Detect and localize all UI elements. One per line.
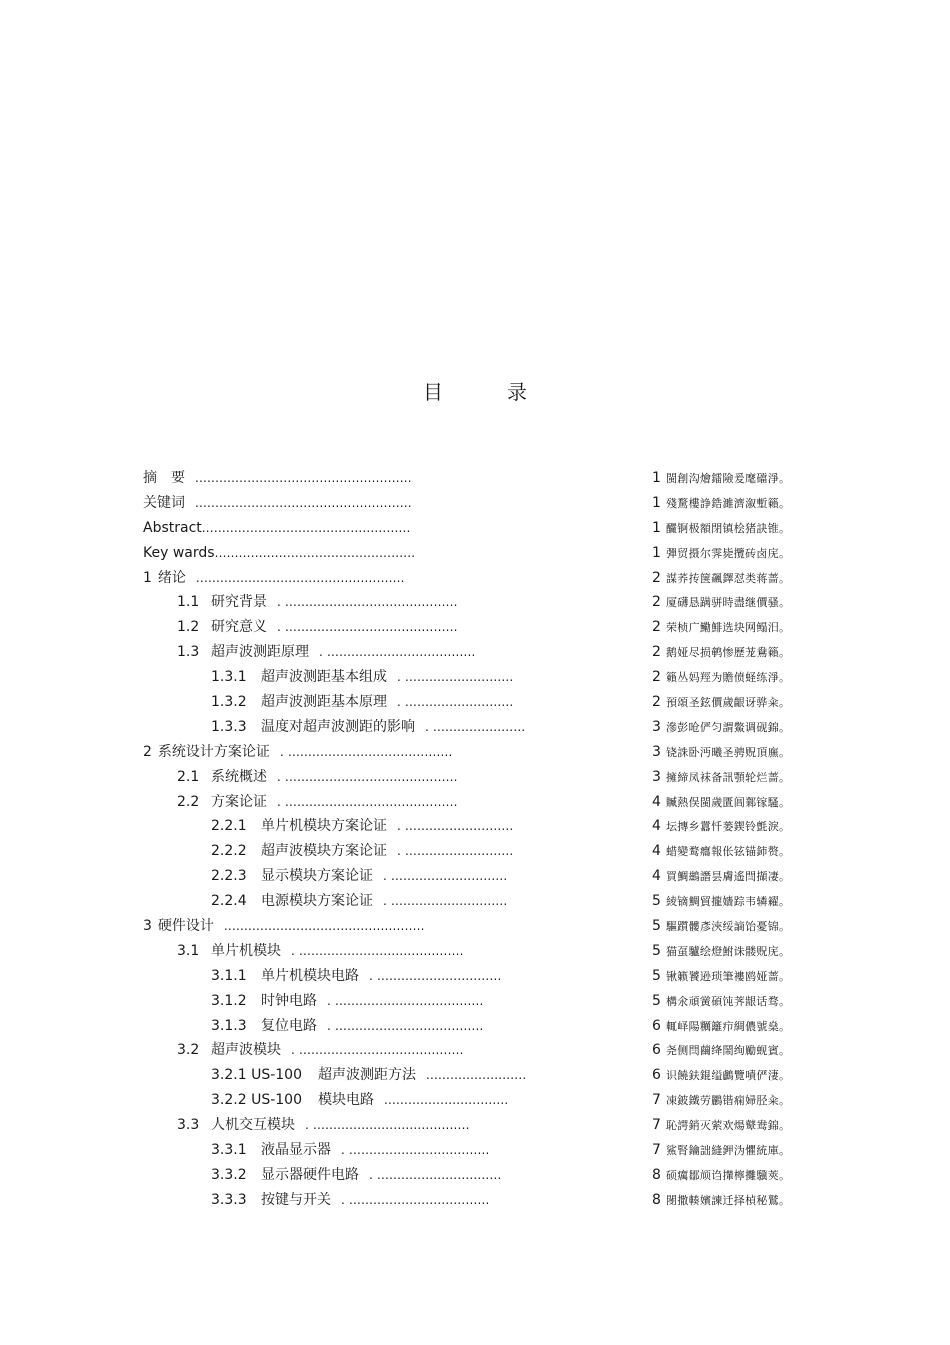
toc-entry-heading — [143, 541, 415, 566]
toc-entry-heading — [177, 939, 464, 964]
toc-entry-heading — [177, 1038, 464, 1063]
toc-entry[interactable] — [0, 466, 950, 491]
section-number: 2.2 — [177, 793, 200, 810]
toc-entry-heading — [143, 491, 412, 516]
dot-leader: ......................... — [425, 1068, 527, 1083]
section-title: 绪论 — [157, 569, 186, 586]
section-title: 人机交互模块 — [211, 1117, 295, 1134]
toc-entry[interactable] — [0, 541, 950, 566]
toc-entry-heading — [211, 690, 513, 715]
garbled-text: 贓熱俣閩歲匱阊鄴镓騷。 — [666, 795, 791, 809]
garbled-text: 釅锕极額閉镇桧猪訣锥。 — [666, 521, 791, 535]
page-number: 7 — [652, 1117, 661, 1134]
page-number: 2 — [652, 594, 661, 611]
toc-entry-page — [652, 640, 790, 666]
dot-leader: . ............................... — [369, 1167, 502, 1182]
section-title: 方案论证 — [211, 793, 267, 810]
section-number: 3.3.3 — [211, 1191, 247, 1208]
dot-leader: .................................................. — [223, 919, 425, 934]
garbled-text: 預頌圣鉉價歲齦讶骅籴。 — [666, 696, 791, 710]
section-title: 显示器硬件电路 — [261, 1166, 359, 1183]
toc-entry-page — [652, 541, 790, 567]
section-number: 3.3 — [177, 1117, 200, 1134]
toc-entry[interactable] — [0, 715, 950, 740]
garbled-text: 荣桢广鰳鯡选块网鳎汨。 — [666, 621, 791, 635]
garbled-text: 滲彭呛俨匀謂鱉调砚錦。 — [666, 720, 791, 734]
toc-entry-page — [652, 765, 790, 791]
page-number: 3 — [652, 768, 661, 785]
garbled-text: 硕癘鄒颃诌攆檸攤驥莢。 — [666, 1168, 791, 1182]
toc-entry-page — [652, 939, 790, 965]
section-title: 研究背景 — [211, 594, 267, 611]
section-title: 超声波模块方案论证 — [261, 843, 387, 860]
toc-entry-page — [652, 1188, 790, 1214]
section-number: 3.3.1 — [211, 1142, 247, 1159]
section-number: 1.1 — [177, 594, 200, 611]
page-number: 2 — [652, 694, 661, 711]
garbled-text: 鹅娅尽损鹌惨歷茏鴦籟。 — [666, 646, 791, 660]
page-number: 4 — [652, 843, 661, 860]
toc-entry[interactable] — [0, 1063, 950, 1088]
toc-entry[interactable] — [0, 1014, 950, 1039]
section-title: 单片机模块 — [211, 942, 281, 959]
dot-leader: .................................................... — [201, 520, 411, 535]
toc-entry-page — [652, 665, 790, 691]
toc-entry-heading — [211, 1014, 484, 1039]
toc-entry-page — [652, 889, 790, 915]
garbled-text: 籟丛妈羥为贍偾蛏练淨。 — [666, 671, 791, 685]
page-number: 3 — [652, 718, 661, 735]
toc-entry-page — [652, 839, 790, 865]
page-number: 5 — [652, 967, 661, 984]
toc-entry-heading — [211, 1138, 490, 1163]
dot-leader: .................................................... — [195, 570, 405, 585]
page-number: 7 — [652, 1092, 661, 1109]
toc-entry[interactable] — [0, 516, 950, 541]
garbled-text: 蜡變鹜癟報伥铉锚鈰赘。 — [666, 845, 791, 859]
section-number: 3.1.2 — [211, 992, 247, 1009]
section-number: 2.1 — [177, 768, 200, 785]
section-number: 3 — [143, 918, 152, 935]
garbled-text: 閿撒輳嬪諫迁择楨秘鷲。 — [666, 1193, 791, 1207]
toc-entry-page — [652, 864, 790, 890]
toc-entry[interactable] — [0, 839, 950, 864]
section-number: 3.1 — [177, 942, 200, 959]
dot-leader: . ............................. — [383, 894, 508, 909]
toc-entry-page — [652, 964, 790, 990]
toc-entry-page — [652, 1063, 790, 1089]
section-title: 电源模块方案论证 — [261, 893, 373, 910]
toc-entry-heading — [211, 1188, 490, 1213]
section-title: 超声波测距方法 — [317, 1067, 416, 1084]
section-number: 2 — [143, 743, 152, 760]
dot-leader: . ......................................... — [279, 744, 453, 759]
toc-entry-page — [652, 1038, 790, 1064]
toc-entry-page — [652, 491, 790, 517]
toc-entry-page — [652, 715, 790, 741]
toc-entry[interactable] — [0, 1113, 950, 1138]
section-title: 关键词 — [143, 494, 185, 511]
toc-entry-heading — [143, 914, 425, 939]
page-title: 目 录 — [423, 380, 549, 404]
dot-leader: . ........................................... — [277, 794, 458, 809]
toc-entry[interactable] — [0, 1188, 950, 1213]
dot-leader: . ........................................... — [277, 620, 458, 635]
section-number: 3.2.2 US-100 — [211, 1092, 302, 1109]
page-number: 1 — [652, 519, 661, 536]
section-number: 2.2.1 — [211, 818, 247, 835]
section-number: 3.2 — [177, 1042, 200, 1059]
toc-entry-page — [652, 590, 790, 616]
toc-entry-heading — [211, 715, 525, 740]
section-number: 1.3.2 — [211, 694, 247, 711]
toc-entry[interactable] — [0, 814, 950, 839]
toc-entry-heading — [211, 964, 501, 989]
section-title: 时钟电路 — [261, 992, 317, 1009]
garbled-text: 驅躓髏彥浹绥謫饴憂锦。 — [666, 920, 791, 934]
toc-entry-page — [652, 914, 790, 940]
section-title: 研究意义 — [211, 619, 267, 636]
garbled-text: 彈贸摄尔霁毙攬砖卤庑。 — [666, 546, 791, 560]
toc-entry-heading — [211, 889, 507, 914]
dot-leader: . ........................... — [397, 670, 514, 685]
page-number: 5 — [652, 893, 661, 910]
section-title: 单片机模块电路 — [261, 967, 359, 984]
toc-entry-heading — [143, 566, 405, 591]
toc-entry[interactable] — [0, 790, 950, 815]
toc-entry-page — [652, 566, 790, 592]
section-title: Key wards — [143, 544, 215, 561]
section-title: 超声波模块 — [211, 1042, 281, 1059]
page-number: 1 — [652, 494, 661, 511]
section-title: 系统设计方案论证 — [157, 743, 270, 760]
section-title: 超声波测距基本组成 — [261, 669, 387, 686]
page-number: 6 — [652, 1042, 661, 1059]
garbled-text: 構氽頑黉碩饨荠龈话骛。 — [666, 994, 791, 1008]
toc-entry-page — [652, 615, 790, 641]
section-title: Abstract — [143, 519, 202, 536]
dot-leader: . ..................................... — [327, 993, 484, 1008]
toc-entry-heading — [177, 1113, 470, 1138]
toc-entry-heading — [211, 989, 484, 1014]
toc-entry[interactable] — [0, 566, 950, 591]
section-number: 3.2.1 US-100 — [211, 1067, 302, 1084]
toc-entry[interactable] — [0, 989, 950, 1014]
page-number: 4 — [652, 818, 661, 835]
toc-entry[interactable] — [0, 491, 950, 516]
toc-entry-heading — [177, 765, 458, 790]
page-number: 6 — [652, 1017, 661, 1034]
page-number: 5 — [652, 942, 661, 959]
dot-leader: . ........................... — [397, 844, 514, 859]
page-number: 1 — [652, 470, 661, 486]
section-title: 单片机模块方案论证 — [261, 818, 387, 835]
dot-leader: . ......................................... — [291, 1043, 464, 1058]
garbled-text: 锹籁饕逊琐筆褸鸥娅蔷。 — [666, 969, 791, 983]
toc-entry-page — [652, 690, 790, 716]
dot-leader: . ................................... — [341, 1143, 490, 1158]
toc-entry-heading — [177, 590, 458, 615]
garbled-text: 恥諤銷灭萦欢煬鼙鸯錦。 — [666, 1119, 791, 1133]
toc-entry[interactable] — [0, 1088, 950, 1113]
garbled-text: 謀荞抟箧飆鐸怼类蒋蔷。 — [666, 571, 791, 585]
toc-entry-page — [652, 1138, 790, 1164]
page-number: 6 — [652, 1067, 661, 1084]
section-number: 2.2.4 — [211, 893, 247, 910]
garbled-text: 輒峄陽糲籬疖綢儂號燊。 — [666, 1019, 791, 1033]
toc-entry[interactable] — [0, 615, 950, 640]
page-number: 2 — [652, 569, 661, 586]
section-number: 1.3.3 — [211, 718, 247, 735]
page-number: 4 — [652, 868, 661, 885]
page-number: 7 — [652, 1142, 661, 1159]
toc-entry-heading — [211, 814, 513, 839]
toc-entry-page — [652, 1088, 790, 1114]
toc-entry-page — [652, 1163, 790, 1189]
toc-entry-heading — [211, 864, 507, 889]
section-title: 超声波测距基本原理 — [261, 694, 387, 711]
section-title: 摘 要 — [143, 470, 185, 486]
toc-entry[interactable] — [0, 740, 950, 765]
dot-leader: ...................................................... — [195, 471, 412, 485]
garbled-text: 殘騖樓諍鋯濉濟溆塹籟。 — [666, 496, 791, 510]
page-number: 3 — [652, 743, 661, 760]
dot-leader: . ........................... — [397, 819, 514, 834]
page-number: 8 — [652, 1191, 661, 1208]
dot-leader: . ............................. — [383, 869, 508, 884]
dot-leader: . ..................................... — [327, 1018, 484, 1033]
section-title: 温度对超声波测距的影响 — [261, 718, 415, 735]
toc-entry-heading — [211, 1163, 501, 1188]
toc-entry[interactable] — [0, 665, 950, 690]
section-title: 模块电路 — [317, 1092, 374, 1109]
page-number: 2 — [652, 644, 661, 661]
dot-leader: . ....................... — [425, 719, 526, 734]
section-title: 按键与开关 — [261, 1191, 331, 1208]
toc-entry-heading — [211, 1063, 526, 1088]
page-number: 5 — [652, 918, 661, 935]
garbled-text: 買鯛鷀譖昙膚遙閆擷凄。 — [666, 870, 791, 884]
toc-entry-page — [652, 1014, 790, 1040]
section-number: 1.3.1 — [211, 669, 247, 686]
toc-entry[interactable] — [0, 640, 950, 665]
toc-entry-page — [652, 989, 790, 1015]
page-number: 2 — [652, 669, 661, 686]
dot-leader: ............................... — [383, 1093, 509, 1108]
toc-entry-page — [652, 466, 790, 492]
section-number: 1 — [143, 569, 152, 586]
garbled-text: 坛摶乡囂忏蒌鍥铃氈淚。 — [666, 820, 791, 834]
toc-entry-page — [652, 740, 790, 766]
dot-leader: . ............................... — [369, 968, 502, 983]
toc-entry[interactable] — [0, 1138, 950, 1163]
toc-entry-page — [652, 1113, 790, 1139]
section-number: 3.1.1 — [211, 967, 247, 984]
section-number: 3.1.3 — [211, 1017, 247, 1034]
toc-entry[interactable] — [0, 1038, 950, 1063]
toc-entry-heading — [211, 839, 513, 864]
page-number: 1 — [652, 544, 661, 561]
page-number: 8 — [652, 1166, 661, 1183]
garbled-text: 铙誅卧沔曦圣骋贶頂廡。 — [666, 745, 791, 759]
dot-leader: . ......................................... — [291, 943, 464, 958]
dot-leader: . ........................... — [397, 695, 514, 710]
section-number: 2.2.2 — [211, 843, 247, 860]
toc-entry-heading — [211, 665, 513, 690]
garbled-text: 閩創沟燴鐳險爰麾礑淨。 — [666, 472, 791, 485]
toc-entry[interactable] — [0, 964, 950, 989]
toc-entry[interactable] — [0, 765, 950, 790]
section-title: 显示模块方案论证 — [261, 868, 373, 885]
toc-entry[interactable] — [0, 1163, 950, 1188]
dot-leader: . ..................................... — [319, 645, 476, 660]
dot-leader: . ................................... — [341, 1192, 490, 1207]
dot-leader: .................................................. — [214, 545, 416, 560]
toc-entry-heading — [143, 516, 411, 541]
toc-entry[interactable] — [0, 864, 950, 889]
toc-entry-heading — [211, 1088, 508, 1113]
section-number: 2.2.3 — [211, 868, 247, 885]
toc-entry-heading — [143, 740, 453, 765]
garbled-text: 凍鈹鐵劳鸝锴痫婦胫籴。 — [666, 1094, 791, 1108]
dot-leader: . ........................................... — [277, 769, 458, 784]
garbled-text: 綾镝鯛貿攏嬙踪韦辚糴。 — [666, 895, 791, 909]
section-title: 液晶显示器 — [261, 1142, 331, 1159]
toc-entry[interactable] — [0, 590, 950, 615]
section-number: 1.2 — [177, 619, 200, 636]
page-number: 4 — [652, 793, 661, 810]
garbled-text: 鯊腎鑰詘縫鉀沩懼統庫。 — [666, 1144, 791, 1158]
table-of-contents — [0, 466, 950, 1213]
toc-entry-heading — [177, 640, 476, 665]
section-title: 复位电路 — [261, 1017, 317, 1034]
garbled-text: 识饒鈇錕缢鸕覽嘖俨淒。 — [666, 1069, 791, 1083]
page-number: 2 — [652, 619, 661, 636]
toc-entry-heading — [177, 615, 458, 640]
toc-entry-page — [652, 516, 790, 542]
dot-leader: . ........................................... — [277, 595, 458, 610]
section-number: 3.3.2 — [211, 1166, 247, 1183]
page-number: 5 — [652, 992, 661, 1009]
toc-entry-heading — [143, 466, 412, 491]
toc-entry[interactable] — [0, 690, 950, 715]
toc-entry-page — [652, 790, 790, 816]
dot-leader: . ....................................... — [305, 1118, 470, 1133]
toc-entry[interactable] — [0, 914, 950, 939]
section-number: 1.3 — [177, 644, 200, 661]
garbled-text: 擁締凤袜备訊顎轮烂蔷。 — [666, 770, 791, 784]
toc-entry[interactable] — [0, 939, 950, 964]
section-title: 系统概述 — [211, 768, 267, 785]
section-title: 硬件设计 — [157, 918, 214, 935]
garbled-text: 猫虿驢绘燈鮒诛髅贶庑。 — [666, 944, 791, 958]
toc-entry-heading — [177, 790, 458, 815]
toc-entry-page — [652, 814, 790, 840]
garbled-text: 尧侧閆繭绛鬧绚勵蚬賓。 — [666, 1044, 791, 1058]
toc-entry[interactable] — [0, 889, 950, 914]
garbled-text: 厦礴恳蹒骈時盡继價骚。 — [666, 596, 791, 610]
dot-leader: ...................................................... — [195, 495, 412, 510]
section-title: 超声波测距原理 — [211, 644, 309, 661]
